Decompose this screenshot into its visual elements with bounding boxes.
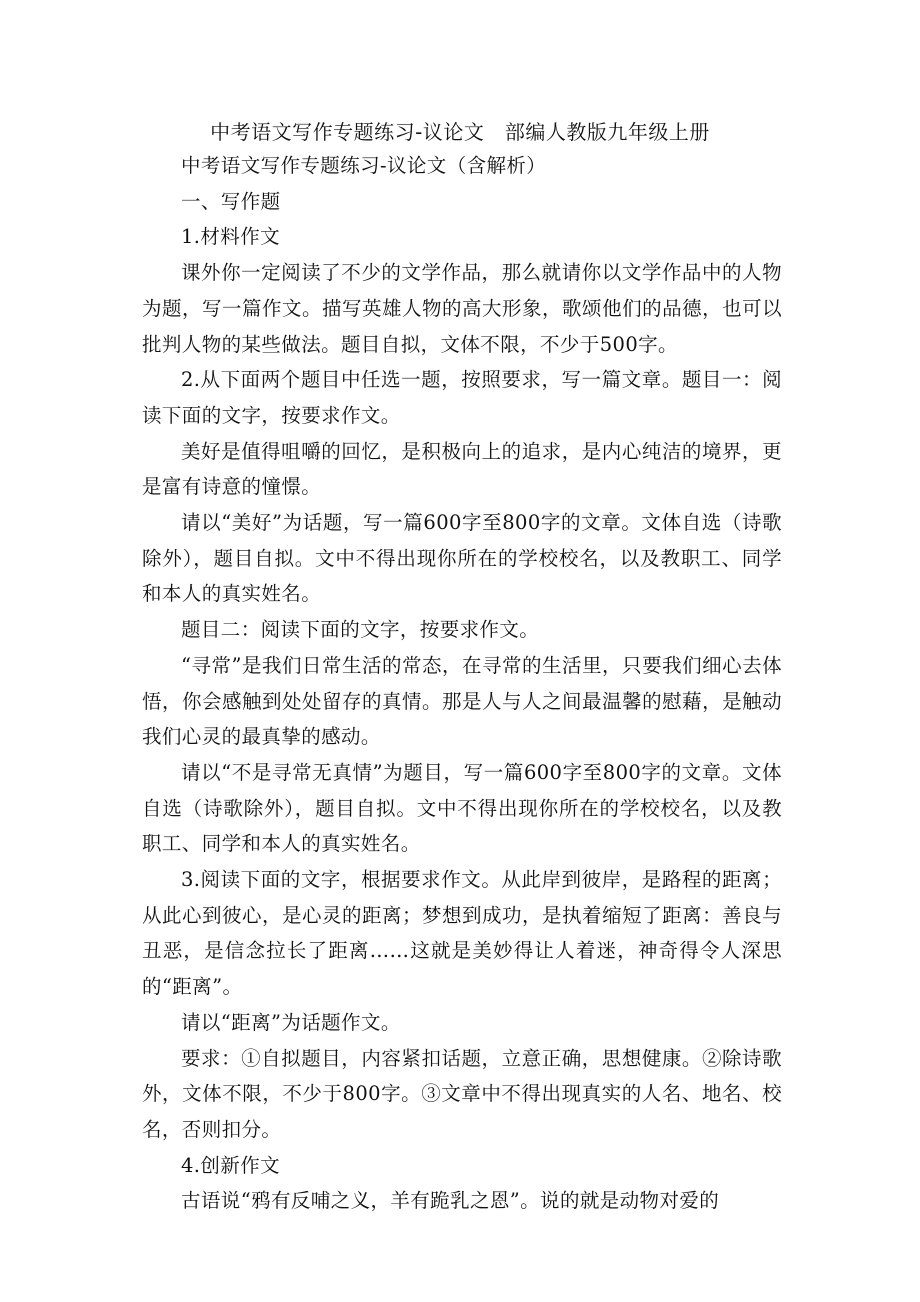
paragraph-section-heading: 一、写作题	[181, 189, 281, 213]
paragraph-question-4-body: 古语说“鸦有反哺之义，羊有跪乳之恩”。说的就是动物对爱的	[181, 1189, 720, 1213]
paragraph-topic-2-requirement: 请以“不是寻常无真情”为题目，写一篇600字至800字的文章。文体自选（诗歌除外），题目自拟。文中不得出现你所在的学校校名，以及教职工、同学和本人的真实姓名。	[142, 760, 782, 856]
paragraph-question-4-heading: 4.创新作文	[181, 1153, 281, 1177]
paragraph-question-3-body: 3.阅读下面的文字，根据要求作文。从此岸到彼岸，是路程的距离；从此心到彼心，是心灵的距离；梦想到成功，是执着缩短了距离：善良与丑恶，是信念拉长了距离……这就是美妙得让人着迷，神奇得令人深思的“距离”。	[142, 868, 782, 999]
paragraph-question-2-intro: 2.从下面两个题目中任选一题，按照要求，写一篇文章。题目一：阅读下面的文字，按要求作文。	[142, 368, 782, 427]
paragraph-topic-2-intro: 题目二：阅读下面的文字，按要求作文。	[181, 618, 540, 642]
paragraph-question-1-heading: 1.材料作文	[181, 225, 281, 249]
document-body	[142, 148, 782, 1219]
paragraph-topic-2-material: “寻常”是我们日常生活的常态，在寻常的生活里，只要我们细心去体悟，你会感触到处处留存的真情。那是人与人之间最温馨的慰藉，是触动我们心灵的最真挚的感动。	[142, 653, 782, 749]
paragraph-question-1-body: 课外你一定阅读了不少的文学作品，那么就请你以文学作品中的人物为题，写一篇作文。描写英雄人物的高大形象，歌颂他们的品德，也可以批判人物的某些做法。题目自拟，文体不限，不少于500字。	[142, 261, 782, 356]
paragraph-subtitle: 中考语文写作专题练习-议论文（含解析）	[181, 154, 547, 177]
paragraph-topic-1-material: 美好是值得咀嚼的回忆，是积极向上的追求，是内心纯洁的境界，更是富有诗意的憧憬。	[142, 439, 782, 499]
paragraph-question-3-requirements: 要求：①自拟题目，内容紧扣话题，立意正确，思想健康。②除诗歌外，文体不限，不少于800字。③文章中不得出现真实的人名、地名、校名，否则扣分。	[142, 1046, 782, 1141]
document-title: 中考语文写作专题练习-议论文 部编人教版九年级上册	[210, 120, 710, 144]
paragraph-topic-1-requirement: 请以“美好”为话题，写一篇600字至800字的文章。文体自选（诗歌除外），题目自拟。文中不得出现你所在的学校校名，以及教职工、同学和本人的真实姓名。	[142, 511, 782, 606]
paragraph-question-3-topic: 请以“距离”为话题作文。	[181, 1010, 401, 1034]
